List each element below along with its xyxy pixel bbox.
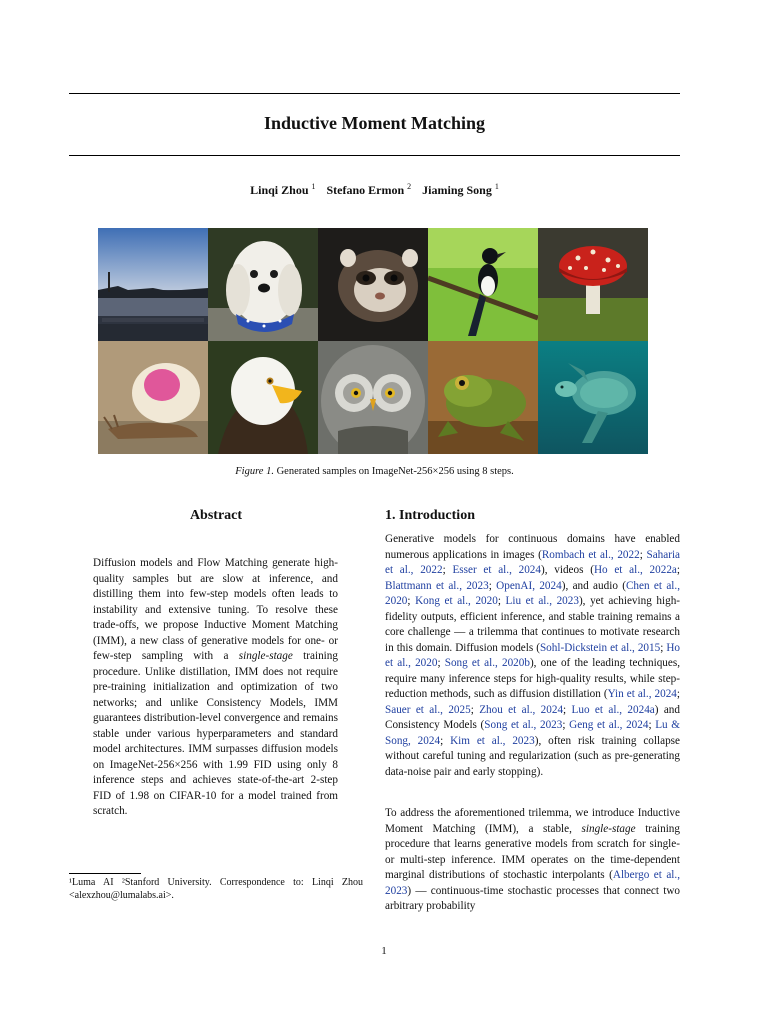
para-text: ), videos ( bbox=[541, 564, 594, 576]
author-name: Jiaming Song bbox=[422, 183, 492, 197]
para-text: ; bbox=[437, 657, 445, 669]
para-text: ), often risk training collapse without careful tuning and regularization (such as pre-generating data-noise pair and early stopping). bbox=[385, 734, 680, 778]
title-rule-top bbox=[69, 93, 680, 94]
owl-photo bbox=[318, 341, 428, 454]
para-text: ), yet achieving high-fidelity outputs, efficient inference, and stable training remains a core challenge — a trilemma that continues to motivate research in this domain. Diffusion models ( bbox=[385, 595, 681, 654]
citation-link[interactable]: Geng et al., 2024 bbox=[569, 719, 649, 731]
harbor-photo bbox=[98, 228, 208, 341]
author bbox=[327, 183, 412, 197]
para-text: Generative models for continuous domains have enabled numerous applications in images ( bbox=[385, 533, 680, 561]
introduction-heading: 1. Introduction bbox=[385, 508, 475, 523]
citation-link[interactable]: Zhou et al., 2024 bbox=[479, 703, 564, 716]
citation-link[interactable]: Kim et al., 2023 bbox=[450, 734, 535, 747]
ferret-photo bbox=[318, 228, 428, 341]
figure-caption bbox=[69, 466, 680, 477]
author-name: Linqi Zhou bbox=[250, 183, 309, 197]
citation-link[interactable]: Song et al., 2023 bbox=[484, 719, 563, 731]
frog-photo bbox=[428, 341, 538, 454]
citation-link[interactable]: Ho et al., 2022a bbox=[593, 564, 677, 576]
figure-label: Figure 1. bbox=[235, 466, 274, 477]
citation-link[interactable]: Ho et al., 2020 bbox=[385, 641, 680, 669]
author-affiliation: 1 bbox=[494, 182, 499, 191]
bald-eagle-photo bbox=[208, 341, 318, 454]
para-text: ) and Consistency Models ( bbox=[385, 703, 680, 731]
para-text: ; bbox=[562, 719, 570, 731]
para-text: ; bbox=[563, 703, 572, 716]
citation-link[interactable]: Kong et al., 2020 bbox=[415, 595, 498, 607]
author-affiliation: 2 bbox=[407, 182, 412, 191]
footnote: ¹Luma AI ²Stanford University. Correspondence to: Linqi Zhou <alexzhou@lumalabs.ai>. bbox=[69, 877, 363, 901]
para-text: To address the aforementioned trilemma, we introduce Inductive Moment Matching (IMM), a stable, bbox=[385, 807, 680, 835]
abstract-text-part: Diffusion models and Flow Matching generate high-quality samples but are slow at inference, and distilling them into few-step models often leads to instability and extensive tuning. To resolve these trade-offs, we propose Inductive Moment Matching (IMM), a new class of generative models for one- or few-step sampling with a bbox=[93, 557, 338, 662]
citation-link[interactable]: Liu et al., 2023 bbox=[505, 595, 579, 607]
citation-link[interactable]: Luo et al., 2024a bbox=[571, 703, 655, 716]
para-text: ) — continuous-time stochastic processes that connect two arbitrary probability bbox=[385, 884, 680, 912]
citation-link[interactable]: Saharia et al., 2022 bbox=[385, 548, 681, 576]
citation-link[interactable]: Esser et al., 2024 bbox=[452, 564, 541, 576]
abstract-emphasis: single-stage bbox=[238, 650, 293, 662]
title-rule-bottom bbox=[69, 155, 680, 156]
abstract-text bbox=[93, 556, 338, 820]
para-text: ; bbox=[440, 734, 451, 747]
citation-link[interactable]: Blattmann et al., 2023 bbox=[385, 579, 489, 592]
citation-link[interactable]: Sohl-Dickstein et al., 2015 bbox=[539, 641, 661, 654]
introduction-paragraph-1 bbox=[385, 532, 680, 780]
white-dog-photo bbox=[208, 228, 318, 341]
introduction-paragraph-2 bbox=[385, 806, 680, 915]
para-text: ; bbox=[676, 564, 681, 576]
para-text: ; bbox=[648, 719, 656, 731]
citation-link[interactable]: OpenAI, 2024 bbox=[496, 579, 562, 592]
citation-link[interactable]: Song et al., 2020b bbox=[444, 657, 530, 669]
magpie-photo bbox=[428, 228, 538, 341]
author bbox=[250, 183, 315, 197]
author-name: Stefano Ermon bbox=[326, 183, 405, 197]
para-text: ; bbox=[442, 564, 453, 576]
sea-turtle-photo bbox=[538, 341, 648, 454]
abstract-text-part: training procedure. Unlike distillation, IMM does not require pre-training initialization and optimization of two networks; and unlike Consistency Models, IMM guarantees distribution-level convergence and remains stable under various hyperparameters and standard model architectures. IMM surpasses diffusion models on ImageNet-256×256 with 1.99 FID using only 8 inference steps and achieves state-of-the-art 2-step FID of 1.98 on CIFAR-10 for a model trained from scratch. bbox=[93, 650, 338, 817]
snail-photo bbox=[98, 341, 208, 454]
para-text: ), and audio ( bbox=[561, 579, 626, 592]
citation-link[interactable]: Lu & Song, 2024 bbox=[385, 719, 681, 747]
footnote-rule bbox=[69, 873, 141, 874]
abstract-heading: Abstract bbox=[189, 508, 243, 523]
para-text: ; bbox=[660, 641, 667, 654]
page-number: 1 bbox=[381, 945, 387, 957]
citation-link[interactable]: Albergo et al., 2023 bbox=[385, 869, 681, 897]
para-text: ; bbox=[676, 688, 680, 700]
para-text: ; bbox=[488, 579, 497, 592]
citation-link[interactable]: Chen et al., 2020 bbox=[385, 579, 680, 607]
author-affiliation: 1 bbox=[311, 182, 316, 191]
para-text: ; bbox=[407, 595, 416, 607]
para-text: training procedure that learns generative models from scratch for single- or multi-step inference. IMM operates on the time-dependent marginal distributions of stochastic interpolants ( bbox=[385, 822, 680, 881]
para-text: ; bbox=[639, 548, 647, 561]
author-list bbox=[69, 182, 680, 198]
sample-image-grid bbox=[98, 228, 648, 454]
para-emphasis: single-stage bbox=[581, 822, 636, 835]
para-text: ), one of the leading techniques, require many inference steps for high-quality results, while step-reduction methods, such as diffusion distillation ( bbox=[385, 657, 681, 700]
red-mushroom-photo bbox=[538, 228, 648, 341]
paper-title: Inductive Moment Matching bbox=[264, 113, 485, 133]
citation-link[interactable]: Rombach et al., 2022 bbox=[541, 548, 640, 561]
citation-link[interactable]: Sauer et al., 2025 bbox=[385, 703, 471, 716]
figure-caption-text: Generated samples on ImageNet-256×256 using 8 steps. bbox=[276, 466, 514, 477]
para-text: ; bbox=[470, 703, 480, 716]
para-text: ; bbox=[497, 595, 506, 607]
author bbox=[422, 183, 499, 197]
citation-link[interactable]: Yin et al., 2024 bbox=[607, 688, 677, 700]
